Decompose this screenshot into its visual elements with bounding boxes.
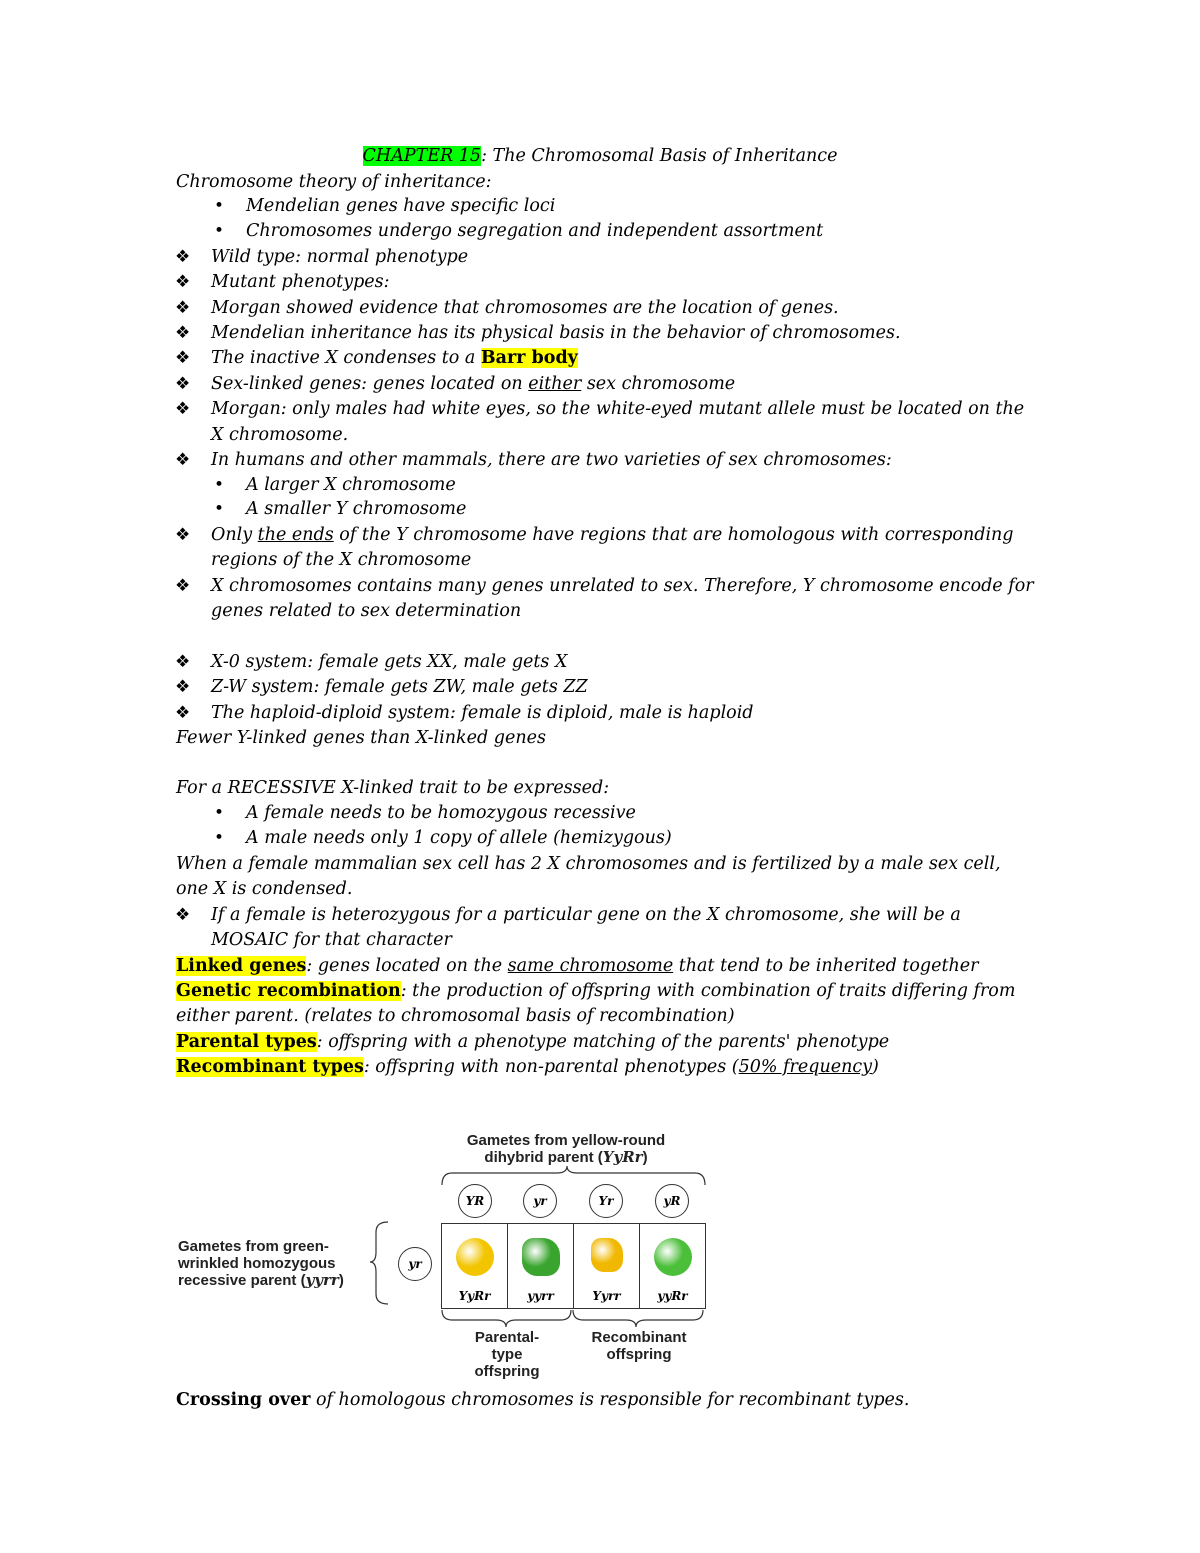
highlight-term: Recombinant types [176, 1057, 364, 1077]
diamond-bullet-icon: ❖ [175, 348, 191, 368]
definition-line [176, 980, 1015, 1002]
round-green-pea-icon [654, 1238, 692, 1276]
punnett-figure [176, 1100, 726, 1385]
bold-term: Crossing over [176, 1390, 311, 1410]
definition-text: : genes located on the [306, 956, 508, 976]
diamond-item [175, 449, 892, 471]
top-gamete-circle: Yr [589, 1184, 623, 1218]
text-line: either parent. (relates to chromosomal basis of recombination) [176, 1006, 735, 1026]
label-text: ) [642, 1149, 648, 1166]
offspring-cell [441, 1223, 508, 1309]
offspring-cell [639, 1223, 706, 1309]
top-gamete-circle: yR [655, 1184, 689, 1218]
bullet-icon: • [214, 803, 225, 823]
label-genotype: YyRr [602, 1148, 643, 1166]
highlight-term: Genetic recombination [176, 981, 401, 1001]
diamond-item [175, 246, 469, 268]
bullet-item [214, 498, 467, 520]
item-text: The haploid-diploid system: female is diploid, male is haploid [211, 703, 754, 723]
text-line: one X is condensed. [176, 879, 353, 899]
underlined-text: 50% frequency [738, 1057, 873, 1077]
highlight-term: Parental types [176, 1032, 317, 1052]
diamond-bullet-icon: ❖ [175, 450, 191, 470]
diamond-bullet-icon: ❖ [175, 374, 191, 394]
item-text: X-0 system: female gets XX, male gets X [211, 652, 568, 672]
left-gamete-circle: yr [398, 1247, 432, 1281]
parental-label-line: type [491, 1346, 523, 1363]
diamond-bullet-icon: ❖ [175, 652, 191, 672]
parental-label-line: offspring [474, 1363, 540, 1380]
diamond-item [175, 676, 588, 698]
label-genotype: yyrr [305, 1271, 339, 1289]
text-line: For a RECESSIVE X-linked trait to be expressed: [176, 778, 610, 798]
underlined-text: either [528, 374, 582, 394]
text-line: When a female mammalian sex cell has 2 X chromosomes and is fertilized by a male sex cell, [176, 854, 1001, 874]
underlined-text: the ends [257, 525, 334, 545]
label-text: dihybrid parent ( [484, 1149, 603, 1166]
chapter-title: : The Chromosomal Basis of Inheritance [481, 146, 838, 166]
definition-line [176, 1056, 879, 1078]
diamond-bullet-icon: ❖ [175, 298, 191, 318]
top-label-line: Gametes from yellow-round [466, 1132, 666, 1149]
label-text: recessive parent ( [178, 1272, 306, 1289]
bullet-icon: • [214, 221, 225, 241]
definition-line [176, 955, 979, 977]
wrinkled-green-pea-icon [522, 1238, 560, 1276]
bullet-icon: • [214, 196, 225, 216]
diamond-item [175, 524, 1014, 546]
diamond-item [175, 702, 754, 724]
text-line: Fewer Y-linked genes than X-linked genes [176, 728, 546, 748]
bullet-item [214, 474, 456, 496]
diamond-item [175, 398, 1025, 420]
offspring-genotype: Yyrr [592, 1289, 621, 1303]
offspring-genotype: YyRr [458, 1289, 491, 1303]
closing-line [176, 1389, 909, 1411]
diamond-bullet-icon: ❖ [175, 905, 191, 925]
recombinant-label-line: offspring [606, 1346, 672, 1363]
definition-text: : offspring with a phenotype matching of the parents' phenotype [316, 1032, 890, 1052]
wrinkled-yellow-pea-icon [591, 1238, 623, 1272]
closing-text: of homologous chromosomes is responsible for recombinant types. [310, 1390, 910, 1410]
diamond-item [175, 271, 390, 293]
diamond-bullet-icon: ❖ [175, 703, 191, 723]
item-text-continued: X chromosome. [211, 425, 349, 445]
item-text: X chromosomes contains many genes unrelated to sex. Therefore, Y chromosome encode for [211, 576, 1034, 596]
diamond-item [175, 651, 568, 673]
bullet-text: A female needs to be homozygous recessive [246, 803, 636, 823]
chapter-label: CHAPTER 15 [362, 146, 482, 166]
bullet-text: Mendelian genes have specific loci [246, 196, 556, 216]
bullet-item [214, 220, 824, 242]
item-text: The inactive X condenses to a [211, 348, 481, 368]
parental-label-line: Parental- [474, 1329, 540, 1346]
item-text-continued: regions of the X chromosome [211, 550, 472, 570]
definition-text: that tend to be inherited together [673, 956, 979, 976]
item-text: If a female is heterozygous for a particular gene on the X chromosome, she will be a [211, 905, 961, 925]
item-text: Only [211, 525, 258, 545]
offspring-cell [507, 1223, 574, 1309]
recombinant-label [573, 1329, 705, 1363]
diamond-item [175, 297, 839, 319]
recombinant-label-line: Recombinant [591, 1329, 687, 1346]
offspring-genotype: yyrr [527, 1289, 554, 1303]
left-label-line: Gametes from green- [178, 1238, 329, 1255]
bullet-icon: • [214, 828, 225, 848]
diamond-item [175, 347, 578, 369]
bullet-text: A larger X chromosome [246, 475, 456, 495]
item-text-continued: genes related to sex determination [211, 601, 522, 621]
parental-label [441, 1329, 573, 1380]
top-gamete-circle: yr [523, 1184, 557, 1218]
label-text: ) [338, 1272, 344, 1289]
round-yellow-pea-icon [456, 1238, 494, 1276]
offspring-genotype: yyRr [657, 1289, 688, 1303]
item-text: Morgan showed evidence that chromosomes are the location of genes. [211, 298, 839, 318]
definition-line [176, 1031, 889, 1053]
item-text: sex chromosome [581, 374, 736, 394]
bullet-text: A male needs only 1 copy of allele (hemizygous) [246, 828, 672, 848]
top-gamete-circle: YR [458, 1184, 492, 1218]
bullet-text: A smaller Y chromosome [246, 499, 467, 519]
diamond-item [175, 373, 736, 395]
diamond-bullet-icon: ❖ [175, 399, 191, 419]
offspring-cell [573, 1223, 640, 1309]
definition-text: : the production of offspring with combination of traits differing from [400, 981, 1016, 1001]
item-text: Morgan: only males had white eyes, so the white-eyed mutant allele must be located on the [211, 399, 1025, 419]
bullet-item [214, 802, 636, 824]
highlight-term: Linked genes [176, 956, 307, 976]
diamond-bullet-icon: ❖ [175, 272, 191, 292]
item-text: Wild type: normal phenotype [211, 247, 469, 267]
left-label-line [178, 1272, 373, 1289]
page-title [0, 145, 1200, 167]
definition-text: : offspring with non-parental phenotypes ( [363, 1057, 739, 1077]
bullet-icon: • [214, 499, 225, 519]
diamond-bullet-icon: ❖ [175, 247, 191, 267]
item-text: Mendelian inheritance has its physical basis in the behavior of chromosomes. [211, 323, 901, 343]
bullet-item [214, 827, 672, 849]
item-text: In humans and other mammals, there are two varieties of sex chromosomes: [211, 450, 892, 470]
bullet-icon: • [214, 475, 225, 495]
item-text: Z-W system: female gets ZW, male gets ZZ [211, 677, 588, 697]
diamond-item [175, 575, 1034, 597]
text-line: Chromosome theory of inheritance: [176, 172, 492, 192]
bullet-item [214, 195, 556, 217]
underlined-text: same chromosome [507, 956, 674, 976]
diamond-bullet-icon: ❖ [175, 323, 191, 343]
item-text: of the Y chromosome have regions that are homologous with corresponding [333, 525, 1014, 545]
diamond-item [175, 904, 961, 926]
bullet-text: Chromosomes undergo segregation and independent assortment [246, 221, 824, 241]
left-label-line: wrinkled homozygous [178, 1255, 336, 1272]
diamond-bullet-icon: ❖ [175, 576, 191, 596]
diamond-bullet-icon: ❖ [175, 525, 191, 545]
item-text: Mutant phenotypes: [211, 272, 390, 292]
item-text-continued: MOSAIC for that character [211, 930, 452, 950]
definition-text: ) [872, 1057, 879, 1077]
highlight-term: Barr body [480, 348, 578, 368]
diamond-bullet-icon: ❖ [175, 677, 191, 697]
item-text: Sex-linked genes: genes located on [211, 374, 529, 394]
diamond-item [175, 322, 901, 344]
left-label [178, 1238, 373, 1289]
